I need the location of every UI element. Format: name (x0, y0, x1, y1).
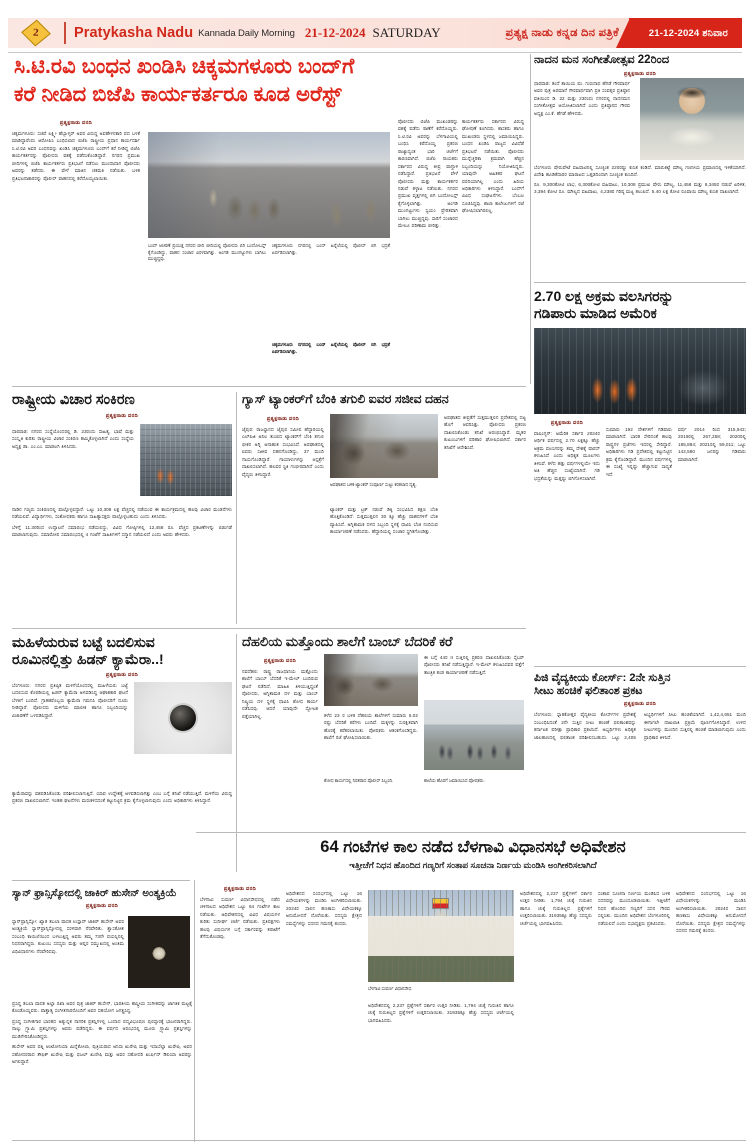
assembly-col-3 (520, 890, 592, 927)
hidden-camera-col2-text: ಕ್ಯಾಮೆರಾವನ್ನು ವಶಪಡಿಸಿಕೊಂಡು ಪರಿಶೀಲಿಸಲಾಗುತ್ತಿದೆ. ಯಾವ ಉದ್ದೇಶಕ್ಕೆ ಅಳವಡಿಸಲಾಗಿತ್ತು ಎಂಬ ಬಗ್ಗೆ ತನಿಖೆ ನಡೆಯುತ್ತಿದೆ. ಮಳಿಗೆಯ ವಿರುದ್ಧ ಪ್ರಕರಣ ದಾಖಲಿಸಲಾಗಿದೆ. ಇಂತಹ ಘಟನೆಗಳು ಮರುಕಳಿಸದಂತೆ ಕಟ್ಟುನಿಟ್ಟಿನ ಕ್ರಮ ಕೈಗೊಳ್ಳಲಾಗುವುದು ಎಂದು ಅಧಿಕಾರಿಗಳು ತಿಳಿಸಿದ್ದಾರೆ. (12, 791, 232, 804)
lead-caption-1 (148, 243, 266, 263)
zakir-col2-text: ಪ್ರಸಿದ್ಧ ತಬಲಾ ವಾದಕ ಅಲ್ಲಾ ರಖಾ ಅವರ ಪುತ್ರ ಜಾಕಿರ್ ಹುಸೇನ್, ಭಾರತೀಯ ಶಾಸ್ತ್ರೀಯ ಸಂಗೀತವನ್ನು ಜಾಗತಿಕ ಮಟ್ಟಕ್ಕೆ ಕೊಂಡೊಯ್ದವರು. ಪಾಶ್ಚಾತ್ಯ ಸಂಗೀತಗಾರರೊಂದಿಗೆ ಅವರ ಸಹಯೋಗ ಜಗತ್ಪ್ರಸಿದ್ಧ. (12, 1001, 192, 1014)
assembly-col1-text: ಬೆಳಗಾವಿ: ಸುವರ್ಣ ವಿಧಾನಸೌಧದಲ್ಲಿ ನಡೆದ ಚಳಿಗಾಲದ ಅಧಿವೇಶನ ಒಟ್ಟು 64 ಗಂಟೆಗಳ ಕಾಲ ನಡೆಯಿತು. ಅಧಿವೇಶನದಲ್ಲಿ ವಿವಿಧ ವಿಷಯಗಳ ಕುರಿತು ಸುದೀರ್ಘ ಚರ್ಚೆ ನಡೆಯಿತು. ಪ್ರತಿಪಕ್ಷಗಳು ಹಲವು ವಿಷಯಗಳ ಬಗ್ಗೆ ಸರ್ಕಾರವನ್ನು ತರಾಟೆಗೆ ತೆಗೆದುಕೊಂಡವು. (200, 897, 280, 940)
hidden-camera-story (12, 634, 232, 682)
zakir-col-2 (12, 1000, 192, 1066)
indian-flag-icon (432, 898, 449, 909)
lead-col4-text: ಕಾರ್ಯಕರ್ತರು ಸರ್ಕಾರದ ವಿರುದ್ಧ ಘೋಷಣೆ ಕೂಗಿದರು. ಶಾಸಕರು ಹಾಗೂ ಮುಖಂಡರು ಸ್ಥಳದಲ್ಲಿ ಜಮಾಯಿಸಿದ್ದರು. ಬಂಧನ ಖಂಡಿಸಿ ರಾಜ್ಯದ ವಿವಿಧೆಡೆ ಪ್ರತಿಭಟನೆ ನಡೆಯಿತು. ಪೊಲೀಸರು ಮುನ್ನೆಚ್ಚರಿಕಾ ಕ್ರಮವಾಗಿ ಹೆಚ್ಚಿನ ಸಿಬ್ಬಂದಿಯನ್ನು ನಿಯೋಜಿಸಿದ್ದರು. ಯಾವುದೇ ಅಹಿತಕರ ಘಟನೆ ವರದಿಯಾಗಿಲ್ಲ ಎಂದು ಹಿರಿಯ ಅಧಿಕಾರಿಗಳು ತಿಳಿಸಿದ್ದಾರೆ. ಬಂದ್‌ಗೆ ವಿವಿಧ ಸಂಘಟನೆಗಳು ಬೆಂಬಲ ಸೂಚಿಸಿದ್ದವು. ಶಾಲಾ ಕಾಲೇಜುಗಳಿಗೆ ರಜೆ ಘೋಷಿಸಲಾಗಿರಲಿಲ್ಲ. (462, 119, 524, 214)
gas-tanker-caption (330, 482, 438, 489)
lead-caption-2-text: ಚಿಕ್ಕಮಗಳೂರು ನಗರದಲ್ಲಿ ಬಂದ್ ಹಿನ್ನೆಲೆಯಲ್ಲಿ ಪೊಲೀಸ್ ಬಿಗಿ ಭದ್ರತೆ ಏರ್ಪಡಿಸಲಾಗಿತ್ತು. (272, 243, 390, 255)
zakir-assembly-divider (194, 880, 195, 1142)
lead-column-3 (398, 118, 458, 230)
immigration-headline-line2: ಗಡಿಪಾರು ಮಾಡಿದ ಅಮೆರಿಕ (534, 304, 657, 321)
hidden-camera-col-2 (12, 790, 232, 805)
mid-section-rule (12, 628, 526, 629)
lead-headline (14, 54, 526, 107)
lead-headline-line1: ಸಿ.ಟಿ.ರವಿ ಬಂಧನ ಖಂಡಿಸಿ ಚಿಕ್ಕಮಗಳೂರು ಬಂದ್‌ಗೆ (14, 55, 355, 78)
lead-col1-text: ಚಿಕ್ಕಮಗಳೂರು: ಸಚಿವೆ ಲಕ್ಷ್ಮೀ ಹೆಬ್ಬಾಳ್ಕರ್ ಅವರ ವಿರುದ್ಧ ಅವಹೇಳನಕಾರಿ ಪದ ಬಳಕೆ ಮಾಡಿದ್ದಾರೆಂದು ಆರೋಪಿಸಿ ಬಂಧಿಸಲಾದ ಬಿಜೆಪಿ ರಾಷ್ಟ್ರೀಯ ಪ್ರಧಾನ ಕಾರ್ಯದರ್ಶಿ ಸಿ.ಟಿ.ರವಿ ಅವರ ಬಂಧನವನ್ನು ಖಂಡಿಸಿ ಚಿಕ್ಕಮಗಳೂರು ಬಂದ್‌ಗೆ ಕರೆ ನೀಡಿದ್ದ ಬಿಜೆಪಿ ಕಾರ್ಯಕರ್ತರನ್ನು ಪೊಲೀಸರು ವಶಕ್ಕೆ ಪಡೆದುಕೊಂಡಿದ್ದಾರೆ. ನಗರದ ಪ್ರಮುಖ ಬೀದಿಗಳಲ್ಲಿ ಬಿಜೆಪಿ ಕಾರ್ಯಕರ್ತರು ಪ್ರತಿಭಟನೆ ನಡೆಸಲು ಮುಂದಾದಾಗ ಪೊಲೀಸರು ಅವರನ್ನು ತಡೆದರು. ಈ ವೇಳೆ ಮಾತಿನ ಚಕಮಕಿ ನಡೆಯಿತು. ಬಳಿಕ ಪ್ರತಿಭಟನಾಕಾರರನ್ನು ಪೊಲೀಸ್ ವಾಹನದಲ್ಲಿ ಕರೆದೊಯ್ಯಲಾಯಿತು. (12, 131, 140, 181)
assembly-photo-vidhana-soudha (368, 890, 514, 982)
assembly-col4-text: ಸಂತಾಪ ಸೂಚನಾ ನಿರ್ಣಯ ಮಂಡಿಸಿದ ಬಳಿಕ ಸದನವನ್ನು ಮುಂದೂಡಲಾಯಿತು. ಇತ್ತೀಚೆಗೆ ನಿಧನ ಹೊಂದಿದ ಗಣ್ಯರಿಗೆ ಸದನ ಗೌರವ ಸಲ್ಲಿಸಿತು. ಮುಂದಿನ ಅಧಿವೇಶನ ಬೆಂಗಳೂರಿನಲ್ಲಿ ನಡೆಯಲಿದೆ ಎಂದು ಸಭಾಧ್ಯಕ್ಷರು ಪ್ರಕಟಿಸಿದರು. (598, 891, 670, 926)
assembly-col-4 (598, 890, 670, 927)
gas-tanker-col-3 (444, 414, 526, 451)
gas-tanker-headline: ಗ್ಯಾಸ್ ಟ್ಯಾಂಕರ್‌ಗೆ ಬೆಂಕಿ ತಗುಲಿ ಐವರ ಸಜೀವ ದಹನ (242, 392, 449, 406)
immigration-headline-line1: 2.70 ಲಕ್ಷ ಅಕ್ರಮ ವಲಸಿಗರನ್ನು (534, 288, 674, 304)
page-bottom-rule (12, 1140, 746, 1141)
gas-tanker-byline: ಪ್ರತ್ಯಕ್ಷನಾಡು ವರದಿ (266, 416, 300, 422)
bomb-threat-col3-text: ಈ ಬಗ್ಗೆ 44ರ II ಸುತ್ತಿನಲ್ಲಿ ಪ್ರಕರಣ ದಾಖಲಿಸಿಕೊಂಡು ಸೈಬರ್ ಪೊಲೀಸರು ತನಿಖೆ ನಡೆಸುತ್ತಿದ್ದಾರೆ. ಇ-ಮೇಲ್ ಕಳುಹಿಸಿದವರ ಪತ್ತೆಗೆ ತಾಂತ್ರಿಕ ತಂಡ ಕಾರ್ಯಾಚರಣೆ ನಡೆಸುತ್ತಿದೆ. (424, 655, 524, 675)
national-seminar-col1-text: ಧಾರವಾಡ: ನಗರದ ಸಂಸ್ಥೆಯೊಂದರಲ್ಲಿ ಡಿ. 23ರಂದು ಸಾಹಿತ್ಯ, ಭಾಷೆ ಮತ್ತು ಸಂಸ್ಕೃತಿ ಕುರಿತು ರಾಷ್ಟ್ರೀಯ ವಿಚಾರ ಸಂಕಿರಣ ಹಮ್ಮಿಕೊಳ್ಳಲಾಗಿದೆ ಎಂದು ಸಂಸ್ಥೆಯ ಅಧ್ಯಕ್ಷ ಡಾ. ಎಂ.ಎಂ. ಮಾಡಲಗಿ ತಿಳಿಸಿದರು. (12, 429, 134, 449)
masthead-date: 21-12-2024 (304, 25, 366, 40)
music-fest-body-text: ಧಾರವಾಡ: ತಂದೆ ತಾಯಿಯ ಪಂ. ಗುರುನಾಥ ಹೆಗಡೆ ಗೌರವಾರ್ಥ ಅವರ ಪುತ್ರ ಅರಮಾನೆ ಗೌರವಾರ್ಥವಾಗಿ ಪ್ರತಿ ಸಂವತ್ಸರ ಪ್ರತಿಷ್ಠಾನ ವತಿಯಿಂದ ಡಿ. 22 ಮತ್ತು 23ರಂದು ನಗರದಲ್ಲಿ ನಾದನಮನ ಸಂಗೀತೋತ್ಸವ ಆಯೋಜಿಸಲಾಗಿದೆ ಎಂದು ಪ್ರತಿಷ್ಠಾನದ ಗೌರವ ಅಧ್ಯಕ್ಷ ಎಂ.ಕೆ. ಹೆಗಡೆ ಹೇಳಿದರು. (534, 81, 630, 116)
finance-block (534, 164, 746, 196)
national-seminar-photo (140, 424, 232, 496)
bomb-threat-caption-left (324, 778, 418, 785)
immigration-story (534, 288, 746, 322)
bomb-threat-col-3 (424, 654, 524, 676)
national-seminar-headline: ರಾಷ್ಟ್ರೀಯ ವಿಚಾರ ಸಂಕಿರಣ (12, 392, 135, 408)
hidden-camera-byline: ಪ್ರತ್ಯಕ್ಷನಾಡು ವರದಿ (105, 671, 139, 678)
bomb-threat-headline: ದೆಹಲಿಯ ಮತ್ತೊಂದು ಶಾಲೆಗೆ ಬಾಂಬ್ ಬೆದರಿಕೆ ಕರೆ (242, 634, 453, 649)
bomb-threat-col1-text: ನವದೆಹಲಿ: ರಾಷ್ಟ್ರ ರಾಜಧಾನಿಯ ಮತ್ತೊಂದು ಶಾಲೆಗೆ ಬಾಂಬ್ ಬೆದರಿಕೆ ಇ-ಮೇಲ್ ಬಂದಿರುವ ಘಟನೆ ನಡೆದಿದೆ. ಮಾಹಿತಿ ತಿಳಿಯುತ್ತಿದ್ದಂತೆ ಪೊಲೀಸರು, ಅಗ್ನಿಶಾಮಕ ದಳ ಮತ್ತು ಬಾಂಬ್ ನಿಷ್ಕ್ರಿಯ ದಳ ಸ್ಥಳಕ್ಕೆ ಧಾವಿಸಿ ಶೋಧ ಕಾರ್ಯ ನಡೆಸಿದವು. ಆದರೆ ಯಾವುದೇ ಸ್ಫೋಟಕ ಪತ್ತೆಯಾಗಿಲ್ಲ. (242, 669, 318, 719)
national-seminar-col-1 (12, 428, 134, 450)
assembly-photo-caption (368, 986, 514, 993)
national-seminar-story (12, 392, 232, 423)
masthead-subtitle: Kannada Daily Morning (198, 27, 295, 39)
logo-diamond-icon (21, 20, 51, 47)
national-gas-divider (236, 392, 237, 624)
assembly-subhead: ಇತ್ತೀಚೆಗೆ ನಿಧನ ಹೊಂದಿದ ಗಣ್ಯರಿಗೆ ಸಂತಾಪ ಸೂಚನಾ ನಿರ್ಣಯ ಮಂಡಿಸಿ ಅಂಗೀಕರಿಸಲಾಗಿದೆ (349, 859, 597, 870)
lead-caption-2 (272, 243, 390, 256)
zakir-col-1 (12, 918, 124, 955)
pg-course-story (534, 672, 746, 741)
lead-byline: ಪ್ರತ್ಯಕ್ಷನಾಡು ವರದಿ (59, 120, 93, 126)
immigration-col-2 (606, 426, 672, 478)
lead-column-4 (462, 118, 524, 215)
hidden-camera-photo (134, 682, 232, 754)
assembly-headline: 64 ಗಂಟೆಗಳ ಕಾಲ ನಡೆದ ಬೆಳಗಾವಿ ವಿಧಾನಸಭೆ ಅಧಿವೇಶನ (320, 838, 626, 856)
assembly-top-rule (196, 832, 746, 833)
zakir-col4-text: ಹುಸೇನ್ ಅವರ ಪತ್ನಿ ಆಂಟೋನಿಯಾ ಮಿನ್ನೆಕೋಲಾ, ಪುತ್ರಿಯರಾದ ಅನಿಸಾ ಖುರೇಷಿ ಮತ್ತು ಇಸಾಬೆಲ್ಲಾ ಖುರೇಷಿ, ಅವರ ಸಹೋದರರಾದ ತೌಫಿಕ್ ಖುರೇಷಿ ಮತ್ತು ಫಜಲ್ ಖುರೇಷಿ ಮತ್ತು ಅವರ ಸಹೋದರಿ ಖುರ್ಷಿದ್ ಔಲಿಯಾ ಅವರನ್ನು ಅಗಲಿದ್ದಾರೆ. (12, 1044, 192, 1065)
bomb-threat-col-2 (324, 712, 418, 742)
gas-tanker-col3-text: ಅಪಘಾತದ ತೀವ್ರತೆಗೆ ಸುತ್ತಮುತ್ತಲಿನ ಪ್ರದೇಶದಲ್ಲಿ ದಟ್ಟ ಹೊಗೆ ಆವರಿಸಿತ್ತು. ಪೊಲೀಸರು ಪ್ರಕರಣ ದಾಖಲಿಸಿಕೊಂಡು ತನಿಖೆ ಆರಂಭಿಸಿದ್ದಾರೆ. ಮೃತರ ಕುಟುಂಬಗಳಿಗೆ ಪರಿಹಾರ ಘೋಷಿಸಲಾಗಿದೆ. ಸರ್ಕಾರ ತನಿಖೆಗೆ ಆದೇಶಿಸಿದೆ. (444, 415, 526, 450)
assembly-col5-text: ಅಧಿವೇಶನದ ಸಂದರ್ಭದಲ್ಲಿ ಒಟ್ಟು 16 ವಿಧೇಯಕಗಳನ್ನು ಮಂಡಿಸಿ ಅಂಗೀಕರಿಸಲಾಯಿತು. 2024ರ ಸಾಲಿನ ಹಣಕಾಸು ವಿಧೇಯಕಕ್ಕೂ ಅನುಮೋದನೆ ದೊರೆಯಿತು. ಸದಸ್ಯರು ಕ್ಷೇತ್ರದ ಸಮಸ್ಯೆಗಳನ್ನು ಸದನದ ಗಮನಕ್ಕೆ ತಂದರು. (676, 891, 746, 934)
lead-column-1 (12, 118, 140, 182)
lead-photo-street (148, 132, 390, 238)
pg-course-byline: ಪ್ರತ್ಯಕ್ಷನಾಡು ವರದಿ (623, 701, 657, 708)
assembly-story (200, 838, 746, 871)
music-fest-photo-elder (640, 78, 744, 160)
gas-tanker-col1-text: ಜೈಪುರ: ರಾಜಸ್ಥಾನದ ಜೈಪುರ ಸಮೀಪ ಹೆದ್ದಾರಿಯಲ್ಲಿ ಎಲ್‌ಪಿಜಿ ಅನಿಲ ತುಂಬಿದ ಟ್ಯಾಂಕರ್‌ಗೆ ಬೆಂಕಿ ತಗುಲಿ ಭೀಕರ ಅಗ್ನಿ ಅನಾಹುತ ಸಂಭವಿಸಿದೆ. ಅಪಘಾತದಲ್ಲಿ ಐವರು ಸಜೀವ ದಹನಗೊಂಡಿದ್ದು, 37 ಮಂದಿ ಗಾಯಗೊಂಡಿದ್ದಾರೆ. ಗಾಯಾಳುಗಳನ್ನು ಆಸ್ಪತ್ರೆಗೆ ದಾಖಲಿಸಲಾಗಿದೆ. ಹಲವರ ಸ್ಥಿತಿ ಗಂಭೀರವಾಗಿದೆ ಎಂದು ವೈದ್ಯರು ತಿಳಿಸಿದ್ದಾರೆ. (242, 427, 324, 477)
newspaper-logo (8, 23, 64, 43)
masthead-divider (64, 22, 66, 44)
zakir-col3-text: ಪ್ರಸಿದ್ಧ ಸಂಗೀತಗಾರ ಭಾರತದ ಅತ್ಯುನ್ನತ ನಾಗರಿಕ ಪ್ರಶಸ್ತಿಗಳಲ್ಲಿ ಒಂದಾದ ಪದ್ಮವಿಭೂಷಣ ಪುರಸ್ಕಾರಕ್ಕೆ ಭಾಜನರಾಗಿದ್ದರು. ನಾಲ್ಕು ಗ್ರ್ಯಾಮಿ ಪ್ರಶಸ್ತಿಗಳನ್ನು ಅವರು ಪಡೆದಿದ್ದರು. ಈ ವರ್ಷದ ಆರಂಭದಲ್ಲಿ ಮೂರು ಗ್ರ್ಯಾಮಿ ಪ್ರಶಸ್ತಿಗಳನ್ನು ಮುಡಿಗೇರಿಸಿಕೊಂಡಿದ್ದರು. (12, 1018, 192, 1039)
music-fest-headline: ನಾದನ ಮನ ಸಂಗೀತೋತ್ಸವ 22ರಿಂದ (534, 54, 670, 66)
lead-right-divider (530, 54, 531, 384)
bomb-threat-byline: ಪ್ರತ್ಯಕ್ಷನಾಡು ವರದಿ (263, 658, 297, 664)
lead-subcaption (272, 342, 390, 355)
lead-headline-line2: ಕರೆ ನೀಡಿದ ಬಿಜೆಪಿ ಕಾರ್ಯಕರ್ತರೂ ಕೂಡ ಅರೆಸ್ಟ್ (14, 82, 342, 106)
zakir-top-rule (12, 880, 190, 881)
immigration-photo-border (534, 328, 746, 414)
zakir-photo-tabla (128, 916, 190, 988)
bomb-threat-caption-right-text: ಶಾಲೆಯ ಹೊರಗೆ ಜಮಾಯಿಸಿದ ಪೋಷಕರು. (424, 778, 485, 783)
masthead (8, 18, 742, 48)
hidden-camera-headline-line2: ರೂಮಿನಲ್ಲಿತ್ತು ಹಿಡನ್ ಕ್ಯಾಮೆರಾ..! (12, 650, 164, 667)
right-col-rule-1 (534, 282, 746, 283)
bomb-threat-col-1 (242, 656, 318, 720)
assembly-col3a-text: ಅಧಿವೇಶನದಲ್ಲಿ 2,237 ಪ್ರಶ್ನೆಗಳಿಗೆ ಸರ್ಕಾರ ಉತ್ತರ ನೀಡಿತು. 1,794 ಚುಕ್ಕೆ ಗುರುತಿನ ಹಾಗೂ ಚುಕ್ಕೆ ಗುರುತಿಲ್ಲದ ಪ್ರಶ್ನೆಗಳಿಗೆ ಉತ್ತರಿಸಲಾಯಿತು. 31935ಕ್ಕೂ ಹೆಚ್ಚು ಸದಸ್ಯರು ಚರ್ಚೆಯಲ್ಲಿ ಭಾಗವಹಿಸಿದರು. (368, 1003, 514, 1023)
zakir-headline: ಸ್ಯಾನ್ ಫ್ರಾನ್ಸಿಸ್ಕೋದಲ್ಲಿ ಜಾಕಿರ್ ಹುಸೇನ್ ಅಂತ್ಯಕ್ರಿಯೆ (12, 888, 177, 899)
gas-tanker-col2-text: ಟ್ಯಾಂಕರ್ ಮತ್ತು ಟ್ರಕ್ ನಡುವೆ ಡಿಕ್ಕಿ ಸಂಭವಿಸಿದ ತಕ್ಷಣ ಬೆಂಕಿ ಹೊತ್ತಿಕೊಂಡಿದೆ. ಸುತ್ತಮುತ್ತಲಿನ 30 ಕ್ಕೂ ಹೆಚ್ಚು ವಾಹನಗಳಿಗೆ ಬೆಂಕಿ ವ್ಯಾಪಿಸಿದೆ. ಅಗ್ನಿಶಾಮಕ ದಳದ ಸಿಬ್ಬಂದಿ ಸ್ಥಳಕ್ಕೆ ಧಾವಿಸಿ ಬೆಂಕಿ ನಂದಿಸುವ ಕಾರ್ಯಾಚರಣೆ ನಡೆಸಿದರು. ಹೆದ್ದಾರಿಯಲ್ಲಿ ಸಂಚಾರ ಸ್ಥಗಿತಗೊಂಡಿತ್ತು. (330, 507, 438, 535)
masthead-bottom-rule (8, 52, 742, 53)
gas-tanker-story (242, 392, 526, 407)
masthead-kannada-tagline: ಪ್ರತ್ಯಕ್ಷ ನಾಡು ಕನ್ನಡ ದಿನ ಪತ್ರಿಕೆ (505, 26, 619, 39)
national-seminar-col-2 (12, 506, 232, 539)
bomb-threat-col2-text: ಕಳೆದ 23 ರ ಬಳಿಕ ದೆಹಲಿಯ ಶಾಲೆಗಳಿಗೆ ಸುಮಾರು 5.02 ರಷ್ಟು ಬೆದರಿಕೆ ಕರೆಗಳು ಬಂದಿವೆ. ಮಕ್ಕಳನ್ನು ಸುರಕ್ಷಿತವಾಗಿ ಹೊರಕ್ಕೆ ಕರೆತರಲಾಯಿತು. ಪೋಷಕರು ಆತಂಕಗೊಂಡಿದ್ದರು. ಶಾಲೆಗೆ ರಜೆ ಘೋಷಿಸಲಾಯಿತು. (324, 713, 418, 741)
bomb-threat-photo-school (424, 700, 524, 770)
camera-bomb-divider (236, 634, 237, 872)
lead-col3-text: ಪೊಲೀಸರು ಬಿಜೆಪಿ ಮುಖಂಡರನ್ನು ವಶಕ್ಕೆ ಪಡೆದು ಠಾಣೆಗೆ ಕರೆದೊಯ್ದರು. ಸಿ.ಟಿ.ರವಿ ಅವರನ್ನು ಬೆಳಗಾವಿಯಲ್ಲಿ ಬಂಧಿಸಿ ಕರೆದೊಯ್ದ ಪ್ರಕರಣ ರಾಜ್ಯಾದ್ಯಂತ ಭಾರಿ ಚರ್ಚೆಗೆ ಕಾರಣವಾಗಿದೆ. ಬಿಜೆಪಿ ನಾಯಕರು ಸರ್ಕಾರದ ವಿರುದ್ಧ ತೀವ್ರ ವಾಗ್ದಾಳಿ ನಡೆಸಿದ್ದಾರೆ. ಪ್ರತಿಭಟನೆ ವೇಳೆ ಪೊಲೀಸರು ಮತ್ತು ಕಾರ್ಯಕರ್ತರ ನಡುವೆ ತಳ್ಳಾಟ ನಡೆಯಿತು. ನಗರದ ಪ್ರಮುಖ ವೃತ್ತಗಳಲ್ಲಿ ಬಿಗಿ ಬಂದೋಬಸ್ತ್ ಕೈಗೊಳ್ಳಲಾಗಿತ್ತು. ಅಂಗಡಿ ಮುಂಗಟ್ಟುಗಳು ಸ್ವಯಂ ಪ್ರೇರಿತವಾಗಿ ಬಾಗಿಲು ಮುಚ್ಚಿದ್ದವು. ಸಾರಿಗೆ ಸಂಚಾರದ ಮೇಲೂ ಪರಿಣಾಮ ಬೀರಿತ್ತು. (398, 119, 458, 229)
pg-course-headline-line2: ಸೀಟು ಹಂಚಿಕೆ ಫಲಿತಾಂಶ ಪ್ರಕಟ (534, 685, 643, 698)
gas-tanker-col-2 (330, 506, 438, 536)
gas-tanker-caption-text: ಅಪಘಾತದ ಬಳಿಕ ಟ್ಯಾಂಕರ್ ಸಂಪೂರ್ಣ ಸುಟ್ಟು ಕರಕಲಾದ ದೃಶ್ಯ. (330, 482, 417, 487)
bomb-threat-caption-right (424, 778, 524, 785)
hidden-camera-headline-line1: ಮಹಿಳೆಯರುವ ಬಟ್ಟೆ ಬದಲಿಸುವ (12, 634, 155, 650)
assembly-photo-caption-text: ಬೆಳಗಾವಿ ಸುವರ್ಣ ವಿಧಾನಸೌಧ. (368, 986, 413, 991)
national-seminar-byline: ಪ್ರತ್ಯಕ್ಷನಾಡು ವರದಿ (105, 413, 139, 420)
bomb-threat-story (242, 634, 526, 650)
zakir-col1-text: ಸ್ಯಾನ್‌ಫ್ರಾನ್ಸಿಸ್ಕೋ: ಖ್ಯಾತ ತಬಲಾ ವಾದಕ ಉಸ್ತಾದ್ ಜಾಕಿರ್ ಹುಸೇನ್ ಅವರ ಅಂತ್ಯಕ್ರಿಯೆ ಸ್ಯಾನ್‌ಫ್ರಾನ್ಸಿಸ್ಕೋದಲ್ಲಿ ಸರಳವಾಗಿ ನೆರವೇರಿತು. ಶ್ವಾಸಕೋಶ ಸಂಬಂಧಿ ಕಾಯಿಲೆಯಿಂದ ಬಳಲುತ್ತಿದ್ದ ಅವರು ತಮ್ಮ 73ನೇ ವಯಸ್ಸಿನಲ್ಲಿ ನಿಧನರಾಗಿದ್ದರು. ಕುಟುಂಬ ಸದಸ್ಯರು ಮತ್ತು ಆಪ್ತರ ಸಮ್ಮುಖದಲ್ಲಿ ಅಂತಿಮ ವಿಧಿವಿಧಾನಗಳು ನೆರವೇರಿದವು. (12, 919, 124, 954)
masthead-day: SATURDAY (372, 25, 441, 40)
lead-caption-1-text: ಬಂದ್ ಆಚರಣೆ ಪ್ರಯುಕ್ತ ನಗರದ ಬೀದಿ ಬೀದಿಯಲ್ಲಿ ಪೊಲೀಸರು ಬಿಗಿ ಬಂದೋಬಸ್ತ್ ಕೈಗೊಂಡಿದ್ದು, ವಾಹನ ಸಂಚಾರ ವಿರಳವಾಗಿತ್ತು. ಅಂಗಡಿ ಮುಂಗಟ್ಟುಗಳು ಬಾಗಿಲು ಮುಚ್ಚಿದ್ದವು. (148, 243, 266, 262)
immigration-col-1 (534, 418, 600, 482)
pg-course-body-text: ಬೆಂಗಳೂರು: ಸ್ನಾತಕೋತ್ತರ ವೈದ್ಯಕೀಯ ಕೋರ್ಸ್‌ಗಳ ಪ್ರವೇಶಕ್ಕೆ ಸಂಬಂಧಿಸಿದಂತೆ 2ನೇ ಸುತ್ತಿನ ಸೀಟು ಹಂಚಿಕೆ ಫಲಿತಾಂಶವನ್ನು ಕರ್ನಾಟಕ ಪರೀಕ್ಷಾ ಪ್ರಾಧಿಕಾರ ಪ್ರಕಟಿಸಿದೆ. ಅಭ್ಯರ್ಥಿಗಳು ಅಧಿಕೃತ ಜಾಲತಾಣದಲ್ಲಿ ಫಲಿತಾಂಶ ಪರಿಶೀಲಿಸಬಹುದು. ಒಟ್ಟು 2,405 ಅಭ್ಯರ್ಥಿಗಳಿಗೆ ಸೀಟು ಹಂಚಿಕೆಯಾಗಿದೆ. 1,42,4,651 ಮಂದಿ ಈಗಾಗಲೇ ದಾಖಲಾತಿ ಪ್ರಕ್ರಿಯೆ ಪೂರ್ಣಗೊಳಿಸಿದ್ದಾರೆ. ಉಳಿದ ಸೀಟುಗಳನ್ನು ಮುಂದಿನ ಸುತ್ತಿನಲ್ಲಿ ಹಂಚಿಕೆ ಮಾಡಲಾಗುವುದು ಎಂದು ಪ್ರಾಧಿಕಾರ ತಿಳಿಸಿದೆ. (534, 712, 746, 740)
immigration-byline: ಪ್ರತ್ಯಕ್ಷನಾಡು ವರದಿ (550, 420, 584, 426)
assembly-col-3a (368, 1002, 514, 1024)
finance-body-text: ಬೆಂಗಳೂರು ಷೇರುಪೇಟೆ ವಹಿವಾಟಿನಲ್ಲಿ ಸೂಚ್ಯಂಕ 220ರಷ್ಟು ಕುಸಿತ ಕಂಡಿದೆ. ಮಾರುಕಟ್ಟೆ ಮೌಲ್ಯ ಗಣನೀಯ ಪ್ರಮಾಣದಲ್ಲಿ ಇಳಿಕೆಯಾಗಿದೆ. ವಿದೇಶಿ ಹೂಡಿಕೆದಾರರ ಮಾರಾಟದ ಒತ್ತಡದಿಂದಾಗಿ ಸೂಚ್ಯಂಕ ಕುಸಿದಿದೆ. (534, 165, 746, 178)
national-seminar-col3-text: ಬೆಳಿಗ್ಗೆ 11.30ರಿಂದ ಉದ್ಘಾಟನೆ ಸಮಾರಂಭ ನಡೆಯಲಿದ್ದು, ವಿವಿಧ ಗೋಷ್ಠಿಗಳಲ್ಲಿ 12,458 ರೂ. ವೆಚ್ಚದ ಪ್ರಕಟಣೆಗಳನ್ನು ಬಿಡುಗಡೆ ಮಾಡಲಾಗುವುದು. ಸಮಾರೋಪ ಸಮಾರಂಭದಲ್ಲಿ 4 ಗಂಟೆಗೆ ಸಾಹಿತಿಗಳಿಗೆ ಸನ್ಮಾನ ನಡೆಯಲಿದೆ ಎಂದು ಅವರು ಹೇಳಿದರು. (12, 524, 232, 538)
assembly-col-5 (676, 890, 746, 935)
bomb-threat-caption-left-text: ಶೋಧ ಕಾರ್ಯದಲ್ಲಿ ನಿರತರಾದ ಪೊಲೀಸ್ ಸಿಬ್ಬಂದಿ. (324, 778, 394, 783)
right-col-rule-2 (534, 666, 746, 667)
immigration-col2-text: ಸುಮಾರು 192 ದೇಶಗಳಿಗೆ ಗಡಿಪಾರು ಮಾಡಲಾಗಿದೆ. ಭಾರತ ಸೇರಿದಂತೆ ಹಲವು ರಾಷ್ಟ್ರಗಳ ಪ್ರಜೆಗಳು ಇದರಲ್ಲಿ ಸೇರಿದ್ದಾರೆ. ಅಧಿಕಾರಿಗಳು ಗಡಿ ಪ್ರದೇಶದಲ್ಲಿ ಕಟ್ಟುನಿಟ್ಟಿನ ಕ್ರಮ ಕೈಗೊಂಡಿದ್ದಾರೆ. ಮುಂದಿನ ವರ್ಷಗಳಲ್ಲಿ ಈ ಸಂಖ್ಯೆ ಇನ್ನಷ್ಟು ಹೆಚ್ಚಾಗುವ ಸಾಧ್ಯತೆ ಇದೆ. (606, 427, 672, 477)
logo-number: 2 (32, 27, 40, 39)
pg-course-headline-line1: ಪಿಜಿ ವೈದ್ಯಕೀಯ ಕೋರ್ಸ್: 2ನೇ ಸುತ್ತಿನ (534, 672, 671, 684)
assembly-col3-text: ಅಧಿವೇಶನದಲ್ಲಿ 2,237 ಪ್ರಶ್ನೆಗಳಿಗೆ ಸರ್ಕಾರ ಉತ್ತರ ನೀಡಿತು. 1,794 ಚುಕ್ಕೆ ಗುರುತಿನ ಹಾಗೂ ಚುಕ್ಕೆ ಗುರುತಿಲ್ಲದ ಪ್ರಶ್ನೆಗಳಿಗೆ ಉತ್ತರಿಸಲಾಯಿತು. 31935ಕ್ಕೂ ಹೆಚ್ಚು ಸದಸ್ಯರು ಚರ್ಚೆಯಲ್ಲಿ ಭಾಗವಹಿಸಿದರು. (520, 891, 592, 926)
gas-tanker-photo (330, 414, 438, 478)
music-fest-byline: ಪ್ರತ್ಯಕ್ಷನಾಡು ವರದಿ (623, 70, 657, 77)
zakir-story (12, 888, 192, 913)
assembly-col-2 (286, 890, 362, 927)
immigration-col3-text: ವರ್ಷ 2014 ರಿಂದ 315,943; 2019ರಲ್ಲಿ 267,258; 2020ರಲ್ಲಿ 185,884; 2021ರಲ್ಲಿ 59,011; ಒಟ್ಟು 142,580 ಜನರನ್ನು ಗಡಿಪಾರು ಮಾಡಲಾಗಿದೆ. (678, 427, 746, 462)
assembly-col2-text: ಅಧಿವೇಶನದ ಸಂದರ್ಭದಲ್ಲಿ ಒಟ್ಟು 16 ವಿಧೇಯಕಗಳನ್ನು ಮಂಡಿಸಿ ಅಂಗೀಕರಿಸಲಾಯಿತು. 2024ರ ಸಾಲಿನ ಹಣಕಾಸು ವಿಧೇಯಕಕ್ಕೂ ಅನುಮೋದನೆ ದೊರೆಯಿತು. ಸದಸ್ಯರು ಕ್ಷೇತ್ರದ ಸಮಸ್ಯೆಗಳನ್ನು ಸದನದ ಗಮನಕ್ಕೆ ತಂದರು. (286, 891, 362, 926)
lead-bottom-rule (12, 386, 526, 387)
hidden-camera-col-1 (12, 682, 128, 719)
assembly-col-1 (200, 884, 280, 941)
masthead-title: Pratykasha Nadu (74, 25, 194, 41)
hidden-camera-col1-text: ಬೆಂಗಳೂರು: ನಗರದ ಪ್ರತಿಷ್ಠಿತ ಮಳಿಗೆಯೊಂದರಲ್ಲಿ ಮಹಿಳೆಯರು ಬಟ್ಟೆ ಬದಲಿಸುವ ಕೊಠಡಿಯಲ್ಲಿ ಹಿಡನ್ ಕ್ಯಾಮೆರಾ ಅಳವಡಿಸಿದ್ದ ಆಘಾತಕಾರಿ ಘಟನೆ ಬೆಳಕಿಗೆ ಬಂದಿದೆ. ಗ್ರಾಹಕರೊಬ್ಬರು ಕ್ಯಾಮೆರಾ ಗಮನಿಸಿ ಪೊಲೀಸರಿಗೆ ದೂರು ನೀಡಿದ್ದಾರೆ. ಪೊಲೀಸರು ಮಳಿಗೆಯ ಮಾಲೀಕ ಹಾಗೂ ಸಿಬ್ಬಂದಿಯನ್ನು ವಿಚಾರಣೆಗೆ ಒಳಪಡಿಸಿದ್ದಾರೆ. (12, 683, 128, 718)
gas-tanker-col-1 (242, 414, 324, 478)
immigration-col-3 (678, 426, 746, 463)
bomb-threat-photo-train (324, 654, 418, 706)
music-fest-body (534, 80, 630, 117)
assembly-byline: ಪ್ರತ್ಯಕ್ಷನಾಡು ವರದಿ (223, 886, 257, 892)
national-seminar-col2-text: ನಾಡಿನ ಗಣ್ಯರು ಸಂಕಿರಣದಲ್ಲಿ ಪಾಲ್ಗೊಳ್ಳಲಿದ್ದಾರೆ. ಒಟ್ಟು 10,308 ಲಕ್ಷ ವೆಚ್ಚದಲ್ಲಿ ನಡೆಯುವ ಈ ಕಾರ್ಯಕ್ರಮದಲ್ಲಿ ಹಲವು ವಿಚಾರ ಮಂಡನೆಗಳು ನಡೆಯಲಿವೆ. ವಿದ್ಯಾರ್ಥಿಗಳು, ಸಂಶೋಧಕರು ಹಾಗೂ ಸಾಹಿತ್ಯಾಸಕ್ತರು ಪಾಲ್ಗೊಳ್ಳಬಹುದು ಎಂದು ತಿಳಿಸಿದರು. (12, 507, 232, 520)
music-fest-story (534, 54, 746, 81)
zakir-byline: ಪ್ರತ್ಯಕ್ಷನಾಡು ವರದಿ (85, 903, 119, 910)
finance-figures-text: ರೂ. 9,300ಕೋಟಿ ಲಾಭ, 6,300ಕೋಟಿ ವಹಿವಾಟು, 10,308 ಪ್ರಮುಖ ಷೇರು ಮೌಲ್ಯ, 11,458 ಮತ್ತು 8,345ರ ನಡುವೆ ಏರಿಳಿತ, 3,394 ಕೋಟಿ ರೂ. ಮೌಲ್ಯದ ವಹಿವಾಟು, 4,238ರ ಗರಿಷ್ಠ ಮಟ್ಟ ತಲುಪಿದೆ. 5.40 ಲಕ್ಷ ಕೋಟಿ ರೂಪಾಯಿ ಮೌಲ್ಯ ಕುಸಿತ ದಾಖಲಾಗಿದೆ. (534, 181, 746, 195)
immigration-col1-text: ವಾಷಿಂಗ್ಟನ್: ಅಮೆರಿಕ ಸರ್ಕಾರ 2024ರ ಆರ್ಥಿಕ ವರ್ಷದಲ್ಲಿ 2.70 ಲಕ್ಷಕ್ಕೂ ಹೆಚ್ಚು ಅಕ್ರಮ ವಲಸಿಗರನ್ನು ತಮ್ಮ ದೇಶಕ್ಕೆ ವಾಪಸ್ ಕಳುಹಿಸಿದೆ ಎಂದು ಅಧಿಕೃತ ಮೂಲಗಳು ತಿಳಿಸಿವೆ. ಕಳೆದ ಹತ್ತು ವರ್ಷಗಳಲ್ಲಿಯೇ ಇದು ಅತಿ ಹೆಚ್ಚಿನ ಸಂಖ್ಯೆಯಾಗಿದೆ. ಗಡಿ ಭದ್ರತೆಯನ್ನು ಮತ್ತಷ್ಟು ಬಿಗಿಗೊಳಿಸಲಾಗಿದೆ. (534, 431, 600, 481)
lead-subcaption-text: ಚಿಕ್ಕಮಗಳೂರು ನಗರದಲ್ಲಿ ಬಂದ್ ಹಿನ್ನೆಲೆಯಲ್ಲಿ ಪೊಲೀಸ್ ಬಿಗಿ ಭದ್ರತೆ ಏರ್ಪಡಿಸಲಾಗಿತ್ತು. (272, 342, 390, 354)
masthead-date-badge: 21-12-2024 ಶನಿವಾರ (629, 18, 742, 48)
